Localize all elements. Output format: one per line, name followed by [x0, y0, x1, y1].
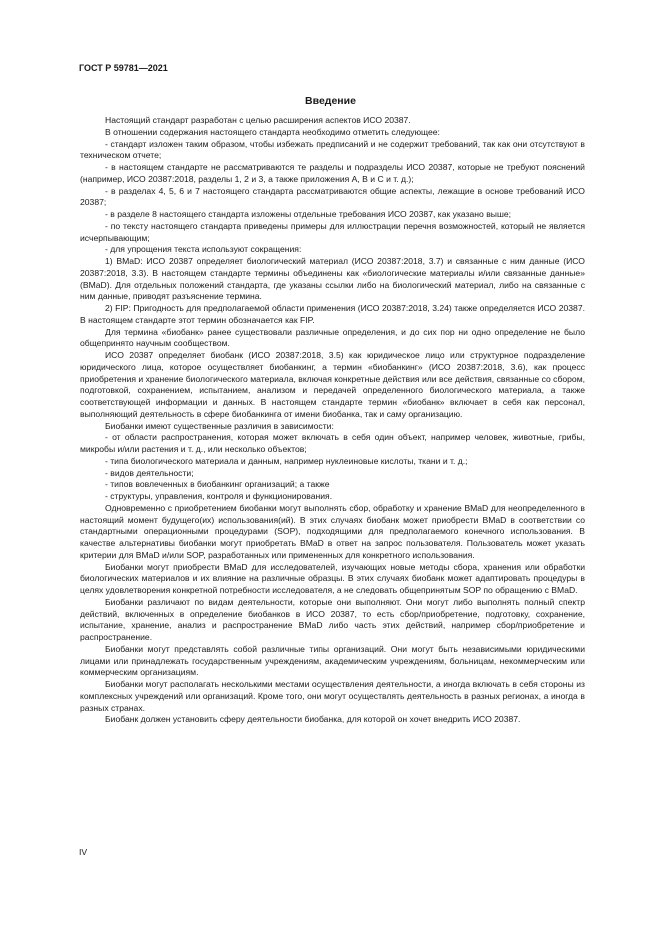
list-item: - в разделах 4, 5, 6 и 7 настоящего стандарта рассматриваются общие аспекты, лежащие в основе требований ИСО 20387; — [80, 185, 585, 208]
abbreviation-item: 2) FIP: Пригодность для предполагаемой области применения (ИСО 20387:2018, 3.24) также определяется ИСО 20387. В настоящем стандарте этот термин обозначается как FIP. — [80, 303, 585, 325]
list-item: - типов вовлеченных в биобанкинг организаций; а также — [105, 479, 330, 490]
list-item: - типа биологического материала и данным, например нуклеиновые кислоты, ткани и т. д.; — [105, 455, 468, 466]
list-item: - структуры, управления, контроля и функционирования. — [105, 491, 333, 501]
paragraph: В отношении содержания настоящего стандарта необходимо отметить следующее: — [105, 126, 440, 137]
paragraph: Биобанки могут представлять собой различные типы организаций. Они могут быть независимыми юридическими лицами или принадлежать государственным учреждениям, академическим учреждениям, больницам, некоммерческим или коммерческим организациям. — [80, 643, 585, 678]
abbreviation-item: 1) BMaD: ИСО 20387 определяет биологический материал (ИСО 20387:2018, 3.7) и связанные с ним данные (ИСО 20387:2018, 3.3). В настоящем стандарте термины объединены как «биологические материалы и/или связанные данные» (BMaD). Для отдельных положений стандарта, где указаны ссылки либо на биологический материал, либо на связанные с ним данные, приводят разъяснение термина. — [80, 256, 585, 302]
document-header-id: ГОСТ Р 59781—2021 — [79, 63, 168, 73]
list-item: - видов деятельности; — [105, 467, 194, 478]
list-item: - стандарт изложен таким образом, чтобы избежать предписаний и не содержит требований, так как они отсутствуют в техническом отчете; — [80, 138, 585, 161]
paragraph: Одновременно с приобретением биобанки могут выполнять сбор, обработку и хранение BMaD для неопределенного в настоящий момент будущего(их) использования(ий). В этих случаях биобанк может приобрести BMaD в соответствии со стандартными операционными процедурами (SOP), подходящими для предполагаемого конечного использования. В качестве альтернативы биобанки могут приобретать BMaD в ответ на запрос пользователя. Пользователь может указать критерии для BMaD и/или SOP, разработанных или примененных для конкретного использования. — [80, 502, 585, 560]
paragraph: Биобанк должен установить сферу деятельности биобанка, для которой он хочет внедрить ИСО 20387. — [105, 714, 521, 725]
list-item: - в разделе 8 настоящего стандарта изложены отдельные требования ИСО 20387, как указано выше; — [105, 209, 512, 219]
paragraph: Биобанки могут приобрести BMaD для исследователей, изучающих новые методы сбора, хранения или обработки биологических материалов и их влияние на различные образцы. В этих случаях биобанк может адаптировать процедуры в целях удовлетворения конкретной потребности исследователя, а не следовать общепринятым SOP по обращению с BMaD. — [80, 561, 585, 595]
paragraph: Биобанки имеют существенные различия в зависимости: — [105, 420, 334, 431]
list-item: - по тексту настоящего стандарта приведены примеры для иллюстрации перечня возможностей, который не является исчерпывающим; — [80, 220, 585, 243]
paragraph: ИСО 20387 определяет биобанк (ИСО 20387:2018, 3.5) как юридическое лицо или структурное подразделение юридического лица, которое осуществляет биобанкинг, а термин «биобанкинг» (ИСО 20387:2018, 3.6), как процесс приобретения и хранение биологического материала, включая конкретные действия или все действия, связанные со сбором, подготовкой, сохранением, испытанием, анализом и передачей определенного биологического материала, а также соответствующей информации и данных. В настоящем стандарте термин «биобанк» включает в себя как персонал, выполняющий деятельность в сфере биобанкинга от имени биобанка, так и саму организацию. — [80, 350, 585, 419]
document-body — [80, 115, 585, 726]
list-item: - в настоящем стандарте не рассматриваются те разделы и подразделы ИСО 20387, которые не требуют пояснений (например, ИСО 20387:2018, разделы 1, 2 и 3, а также приложения А, В и С и т. д.); — [80, 162, 585, 184]
paragraph: Для термина «биобанк» ранее существовали различные определения, и до сих пор ни одно определение не было общепринято научным сообществом. — [80, 326, 585, 349]
paragraph: Биобанки различают по видам деятельности, которые они выполняют. Они могут либо выполнять полный спектр действий, включенных в определение биобанков в ИСО 20387, то есть сбор/приобретение, подготовку, сохранение, испытание, хранение, анализ и распространение BMaD либо часть этих действий, например сбор/приобретение и распространение. — [80, 596, 585, 642]
list-item: - для упрощения текста используют сокращения: — [105, 244, 302, 255]
paragraph: Настоящий стандарт разработан с целью расширения аспектов ИСО 20387. — [105, 115, 411, 125]
section-title: Введение — [305, 95, 356, 107]
page-number: IV — [79, 847, 88, 857]
list-item: - от области распространения, которая может включать в себя один объект, например человек, животные, грибы, микробы и/или растения и т. д., или несколько объектов; — [80, 432, 585, 454]
paragraph: Биобанки могут располагать несколькими местами осуществления деятельности, а иногда включать в себя стороны из комплексных учреждений или организаций. Кроме того, они могут осуществлять деятельность в разных регионах, а иногда в разных странах. — [80, 679, 585, 713]
